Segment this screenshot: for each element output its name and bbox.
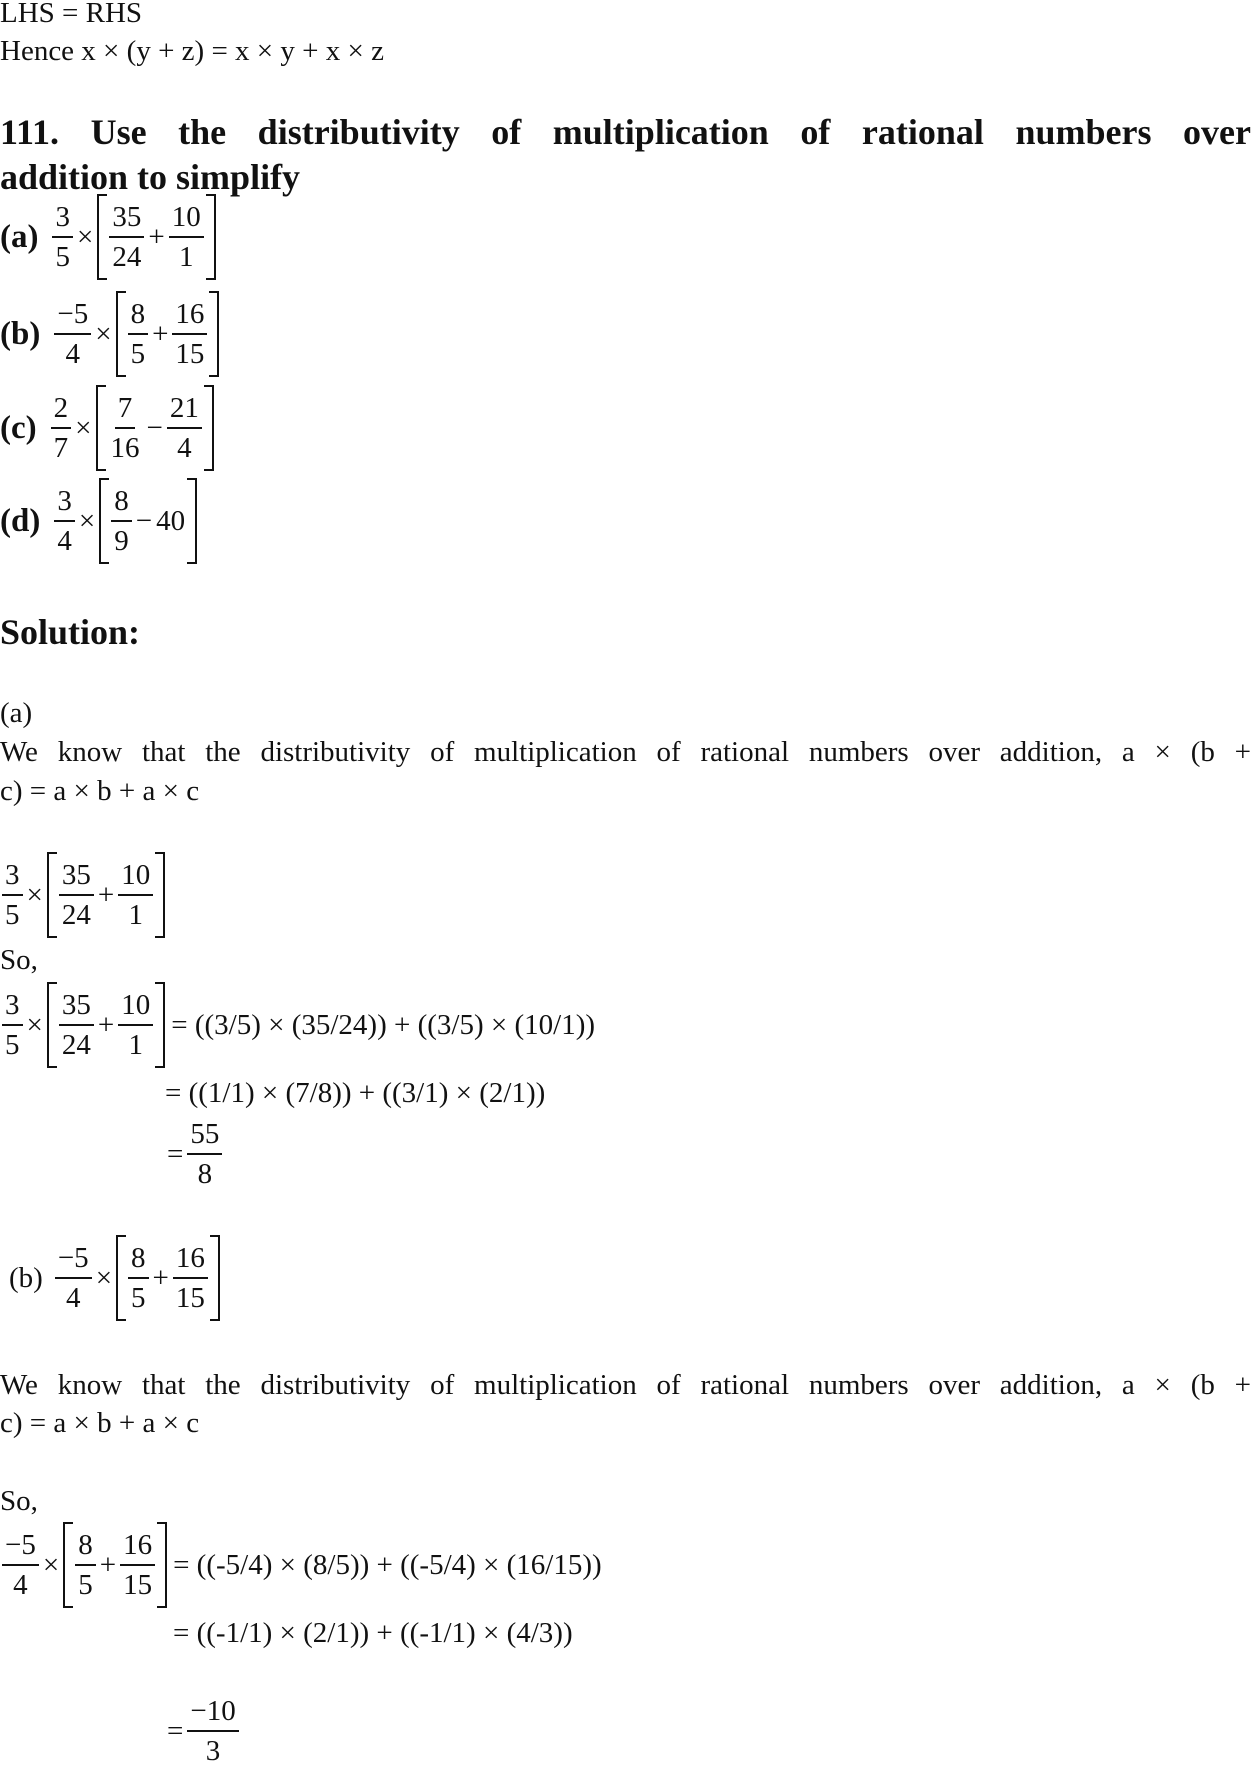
solution-heading: Solution: <box>0 612 141 652</box>
fraction <box>169 198 204 276</box>
fraction <box>109 198 144 276</box>
denominator: 1 <box>178 241 194 273</box>
denominator: 7 <box>53 432 69 464</box>
previous-hence-line: Hence x × (y + z) = x × y + x × z <box>0 35 384 67</box>
denominator: 8 <box>197 1158 213 1190</box>
solution-b-know-line2: c) = a × b + a × c <box>0 1407 200 1439</box>
fraction <box>54 295 91 373</box>
square-bracket-group <box>116 293 220 375</box>
fraction <box>128 295 149 373</box>
fraction <box>51 389 72 467</box>
denominator: 3 <box>205 1735 221 1767</box>
part-label: (b) <box>0 315 41 352</box>
fraction <box>2 856 23 934</box>
denominator: 15 <box>123 1569 153 1601</box>
solution-b-expression <box>9 1233 222 1323</box>
fraction <box>173 1239 208 1317</box>
math-operator: = <box>167 1714 184 1747</box>
numerator: 8 <box>111 482 132 522</box>
numerator: 55 <box>187 1115 222 1155</box>
numerator: 8 <box>128 1239 149 1279</box>
fraction <box>2 986 23 1064</box>
denominator: 4 <box>65 338 81 370</box>
math-operator: − <box>135 504 153 537</box>
denominator: 5 <box>78 1569 93 1601</box>
numerator: 10 <box>118 856 153 896</box>
square-bracket-group <box>47 854 165 936</box>
math-operator: + <box>97 1008 115 1041</box>
fraction <box>172 295 207 373</box>
numerator: 35 <box>59 856 94 896</box>
denominator: 15 <box>175 338 205 370</box>
denominator: 4 <box>66 1282 81 1314</box>
numerator: 3 <box>2 856 23 896</box>
denominator: 5 <box>5 1029 20 1061</box>
denominator: 15 <box>175 1282 205 1314</box>
solution-a-so: So, <box>0 944 38 976</box>
denominator: 5 <box>131 1282 146 1314</box>
fraction <box>118 986 153 1064</box>
fraction <box>108 389 143 467</box>
fraction <box>187 1692 238 1770</box>
solution-b-step2: = ((-1/1) × (2/1)) + ((-1/1) × (4/3)) <box>173 1617 573 1649</box>
fraction <box>2 1526 39 1604</box>
denominator: 1 <box>128 899 143 931</box>
part-label: (b) <box>9 1261 43 1294</box>
fraction <box>75 1526 96 1604</box>
math-operator: × <box>95 317 112 350</box>
numerator: 10 <box>118 986 153 1026</box>
solution-a-know-line2: c) = a × b + a × c <box>0 775 200 807</box>
denominator: 24 <box>61 899 91 931</box>
solution-a-step1 <box>0 980 595 1070</box>
numerator: −5 <box>2 1526 39 1566</box>
denominator: 4 <box>177 432 192 464</box>
square-bracket-group <box>97 196 215 278</box>
question-heading-line1: 111. Use the distributivity of multiplication of rational numbers over <box>0 112 1251 152</box>
numerator: 2 <box>51 389 72 429</box>
numerator: −5 <box>54 295 91 335</box>
numerator: 35 <box>59 986 94 1026</box>
numerator: 8 <box>75 1526 96 1566</box>
math-expression <box>165 1692 241 1770</box>
fraction <box>187 1115 222 1193</box>
fraction <box>111 482 132 560</box>
fraction <box>52 198 73 276</box>
math-expression <box>0 854 167 936</box>
denominator: 1 <box>128 1029 143 1061</box>
denominator: 24 <box>61 1029 91 1061</box>
solution-b-know-line1: We know that the distributivity of multiplication of rational numbers over addition, a × (b + <box>0 1369 1251 1401</box>
math-operator: − <box>146 411 163 444</box>
fraction <box>55 1239 92 1317</box>
math-operator: + <box>148 220 165 253</box>
fraction <box>120 1526 155 1604</box>
solution-a-step2: = ((1/1) × (7/8)) + ((3/1) × (2/1)) <box>165 1077 546 1109</box>
denominator: 24 <box>112 241 142 273</box>
numerator: 16 <box>120 1526 155 1566</box>
numerator: 7 <box>115 389 136 429</box>
solution-a-know-line1: We know that the distributivity of multiplication of rational numbers over addition, a × (b + <box>0 736 1251 768</box>
math-operator: + <box>99 1548 117 1581</box>
math-operator: = <box>167 1137 184 1170</box>
math-text: = ((3/5) × (35/24)) + ((3/5) × (10/1)) <box>171 1008 596 1041</box>
square-bracket-group <box>116 1237 220 1319</box>
math-operator: × <box>78 504 96 537</box>
denominator: 5 <box>130 338 146 370</box>
square-bracket-group <box>47 984 165 1066</box>
math-expression <box>49 387 216 469</box>
numerator: 3 <box>54 482 75 522</box>
denominator: 16 <box>110 432 140 464</box>
denominator: 9 <box>114 525 129 557</box>
numerator: −10 <box>187 1692 238 1732</box>
math-operator: × <box>76 220 94 253</box>
fraction <box>54 482 75 560</box>
part-label: (a) <box>0 218 39 255</box>
solution-b-step1 <box>0 1520 602 1610</box>
solution-a-label: (a) <box>0 697 33 729</box>
numerator: 10 <box>169 198 204 238</box>
math-expression <box>52 480 199 562</box>
math-expression <box>52 293 221 375</box>
math-text: = ((-5/4) × (8/5)) + ((-5/4) × (16/15)) <box>173 1548 602 1581</box>
solution-b-result <box>165 1686 241 1776</box>
question-part-d <box>0 476 199 566</box>
denominator: 5 <box>55 241 70 273</box>
fraction <box>118 856 153 934</box>
numerator: −5 <box>55 1239 92 1279</box>
part-label: (d) <box>0 502 41 539</box>
solution-b-so: So, <box>0 1485 38 1517</box>
fraction <box>59 986 94 1064</box>
math-operator: + <box>152 1261 169 1294</box>
math-expression <box>165 1115 224 1193</box>
numerator: 3 <box>2 986 23 1026</box>
math-operator: × <box>26 1008 43 1041</box>
solution-a-expression <box>0 850 167 940</box>
square-bracket-group <box>99 480 197 562</box>
numerator: 21 <box>167 389 202 429</box>
math-operator: × <box>95 1261 113 1294</box>
math-expression <box>0 984 595 1066</box>
denominator: 4 <box>57 525 72 557</box>
numerator: 3 <box>52 198 73 238</box>
numerator: 35 <box>109 198 144 238</box>
math-operator: × <box>75 411 92 444</box>
math-expression <box>53 1237 222 1319</box>
math-operator: + <box>152 317 169 350</box>
math-operator: × <box>26 878 43 911</box>
math-expression <box>50 196 217 278</box>
math-operator: × <box>42 1548 60 1581</box>
math-operator: 40 <box>156 504 186 537</box>
previous-conclusion: LHS = RHS <box>0 0 143 29</box>
denominator: 5 <box>5 899 20 931</box>
question-part-c <box>0 383 216 473</box>
denominator: 4 <box>13 1569 28 1601</box>
question-part-b <box>0 289 221 379</box>
part-label: (c) <box>0 409 37 446</box>
math-operator: + <box>97 878 115 911</box>
fraction <box>59 856 94 934</box>
question-heading-line2: addition to simplify <box>0 157 301 197</box>
solution-a-result <box>165 1109 224 1199</box>
numerator: 16 <box>173 1239 208 1279</box>
square-bracket-group <box>96 387 214 469</box>
fraction <box>167 389 202 467</box>
fraction <box>128 1239 149 1317</box>
square-bracket-group <box>63 1524 167 1606</box>
question-part-a <box>0 192 218 282</box>
numerator: 16 <box>172 295 207 335</box>
numerator: 8 <box>128 295 149 335</box>
math-expression <box>0 1524 602 1606</box>
